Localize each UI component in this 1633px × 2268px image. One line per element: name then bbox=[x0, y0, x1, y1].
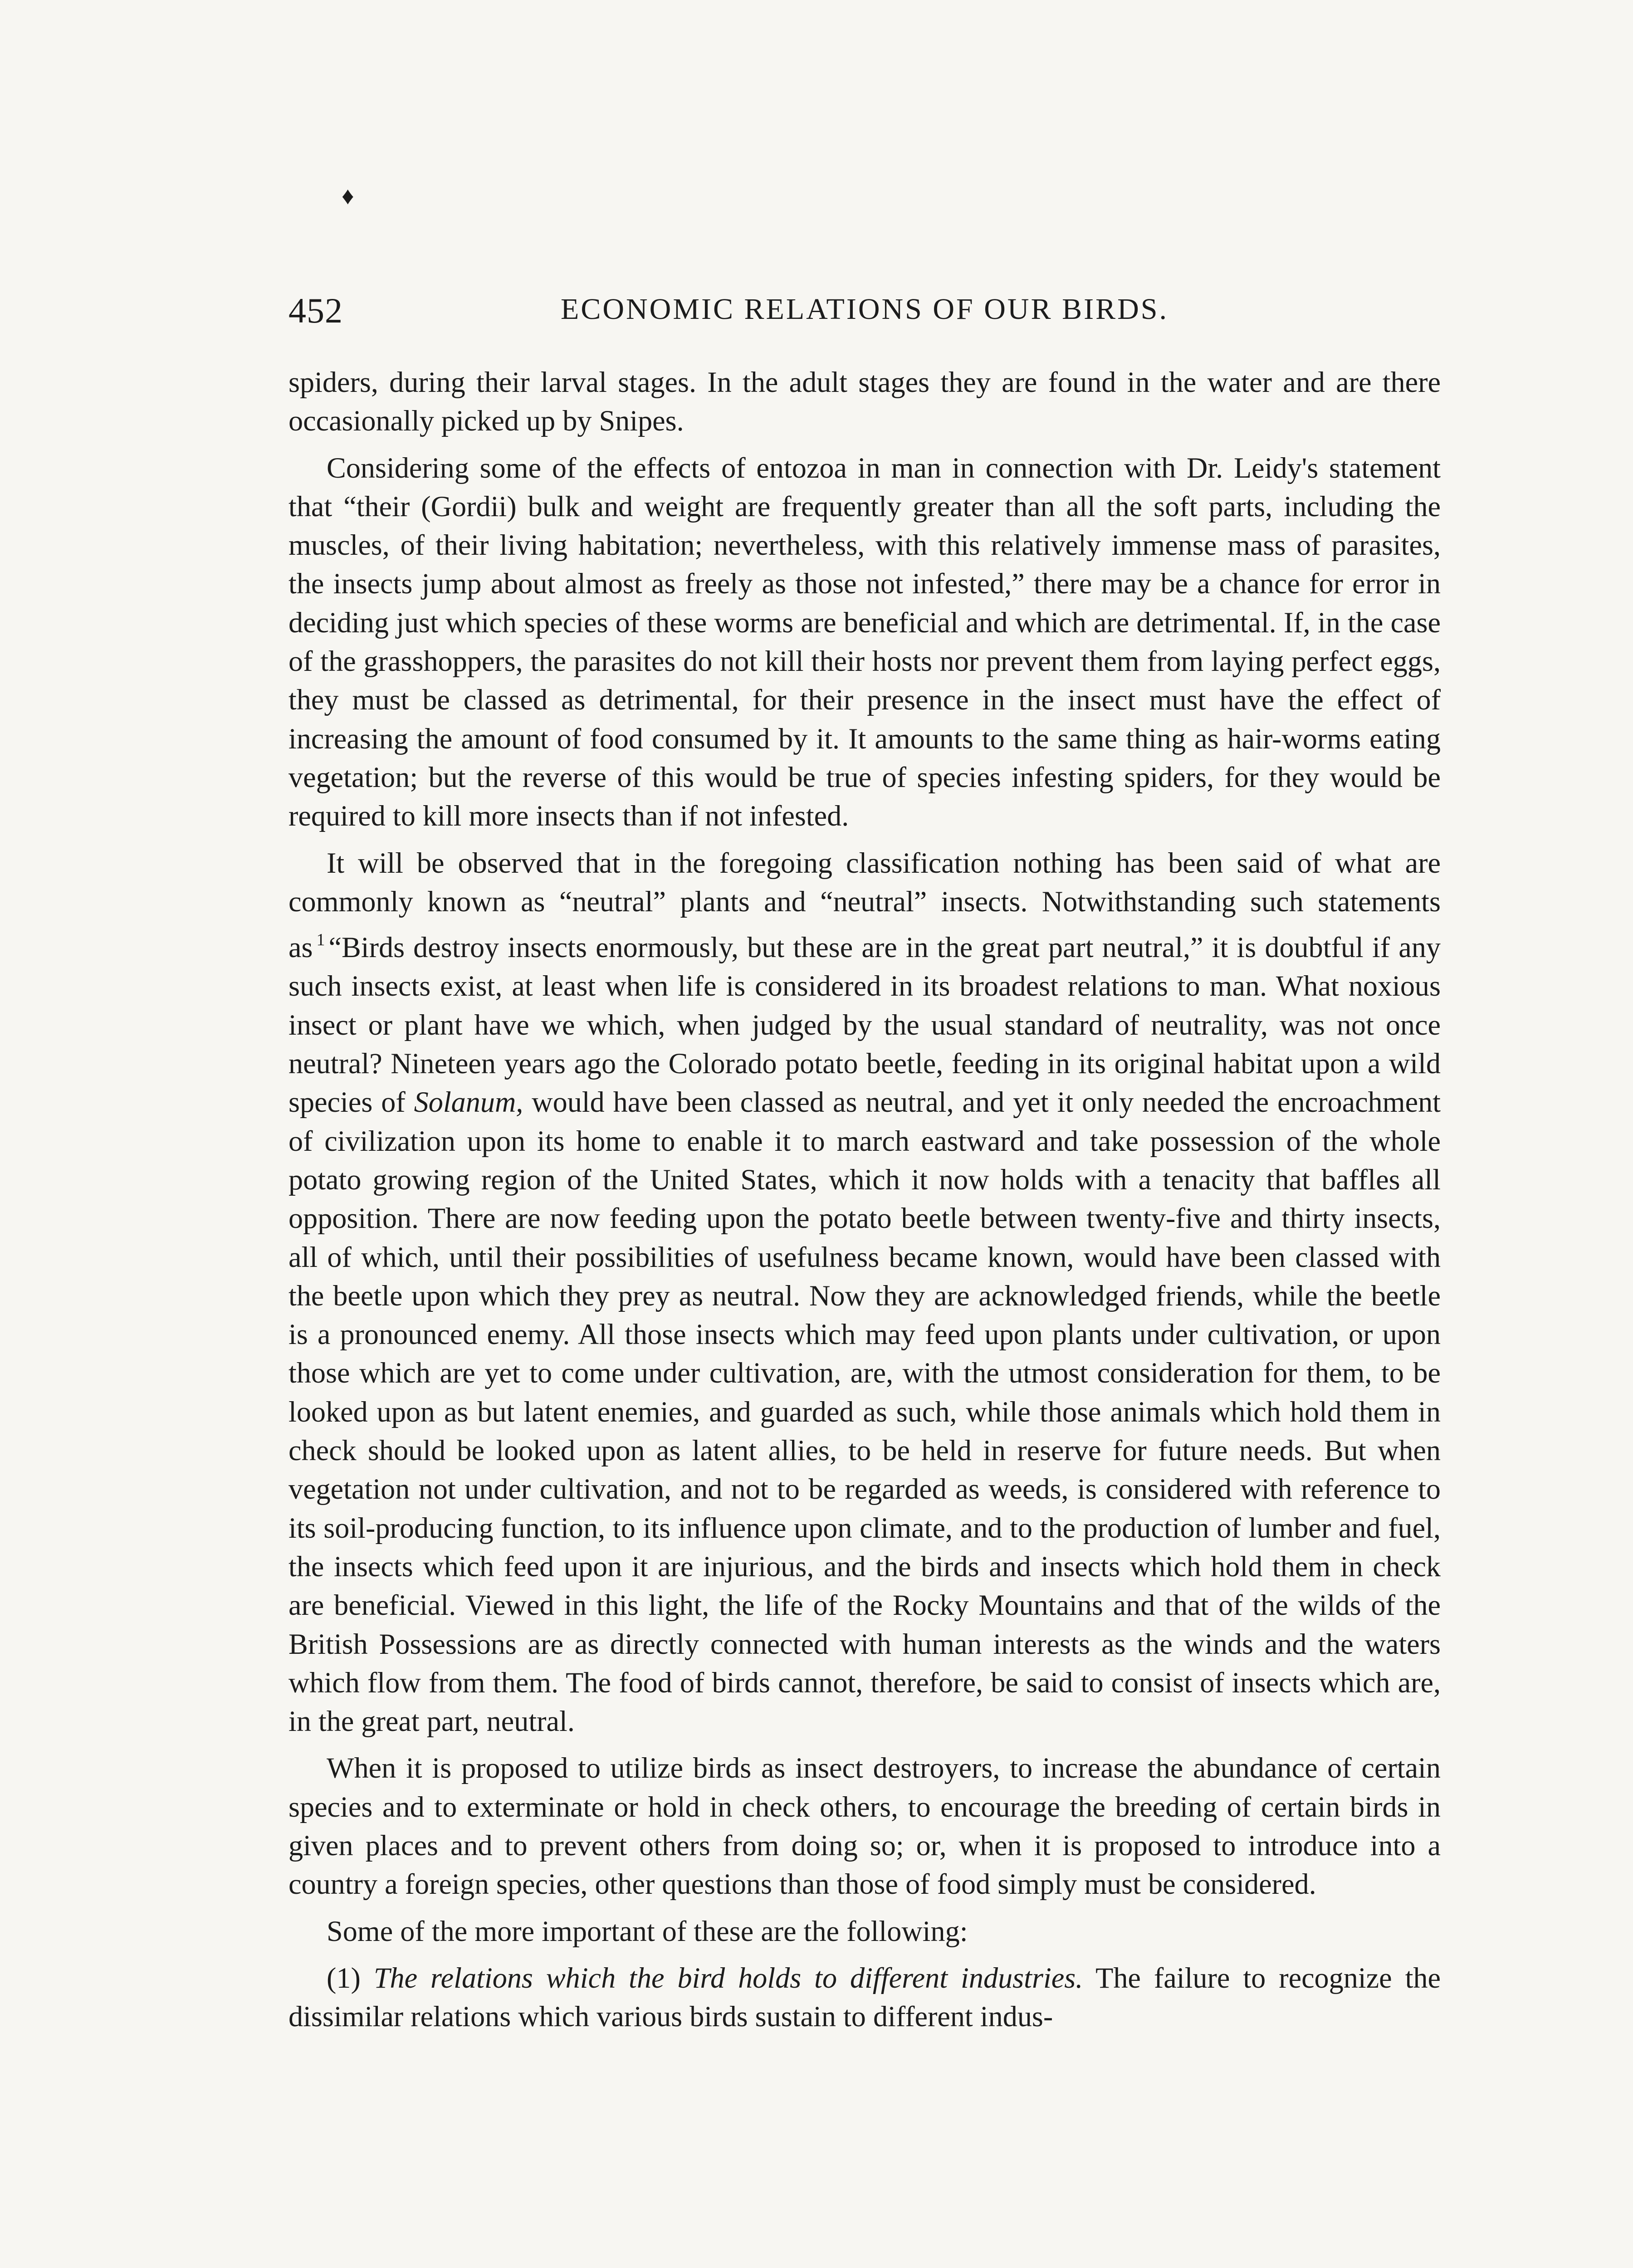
paragraph-6 bbox=[288, 1959, 1441, 2036]
paragraph-3-part-c: would have been classed as neutral, and yet it only needed the encroachment of civilization upon its home to enable it to march eastward and take possession of the whole potato growing region of the United States, which it now holds with a tenacity that baffles all opposition. There are now feeding upon the potato beetle between twenty-five and thirty insects, all of which, until their possibilities of usefulness became known, would have been classed with the beetle upon which they prey as neutral. Now they are acknowledged friends, while the beetle is a pronounced enemy. All those insects which may feed upon plants under cultivation, or upon those which are yet to come under cultivation, are, with the utmost consideration for them, to be looked upon as but latent enemies, and guarded as such, while those animals which hold them in check should be looked upon as latent allies, to be held in reserve for future needs. But when vegetation not under cultivation, and not to be regarded as weeds, is considered with reference to its soil-producing function, to its influence upon climate, and to the production of lumber and fuel, the insects which feed upon it are injurious, and the birds and insects which hold them in check are beneficial. Viewed in this light, the life of the Rocky Mountains and that of the wilds of the British Possessions are as directly connected with human interests as the winds and the waters which flow from them. The food of birds cannot, therefore, be said to consist of insects which are, in the great part, neutral. bbox=[288, 1086, 1441, 1738]
paragraph-2: Considering some of the effects of entozoa in man in connection with Dr. Leidy's statement that “their (Gordii) bulk and weight are frequently greater than all the soft parts, including the muscles, of their living habitation; nevertheless, with this relatively immense mass of parasites, the insects jump about almost as freely as those not infested,” there may be a chance for error in deciding just which species of these worms are beneficial and which are detrimental. If, in the case of the grasshoppers, the parasites do not kill their hosts nor prevent them from laying perfect eggs, they must be classed as detrimental, for their presence in the insect must have the effect of increasing the amount of food consumed by it. It amounts to the same thing as hair-worms eating vegetation; but the reverse of this would be true of species infesting spiders, for they would be required to kill more insects than if not infested. bbox=[288, 451, 1441, 832]
paragraph-3-part-b: “Birds destroy insects enormously, but these are in the great part neutral,” it is doubtful if any such insects exist, at least when life is considered in its broadest relations to man. What noxious insect or plant have we which, when judged by the usual standard of neutrality, was not once neutral? Nineteen years ago the Colorado potato beetle, feeding in its original habitat upon a wild species of bbox=[288, 931, 1441, 1119]
paragraph-4: When it is proposed to utilize birds as insect destroyers, to increase the abundance of certain species and to exterminate or hold in check others, to encourage the breeding of certain birds in given places and to prevent others from doing so; or, when it is proposed to introduce into a country a foreign species, other questions than those of food simply must be considered. bbox=[288, 1752, 1441, 1901]
list-number: (1) bbox=[327, 1961, 361, 1994]
paragraph-3 bbox=[288, 844, 1441, 1741]
paragraph-3-part-a: It will be observed that in the foregoing classification nothing has been said of what are commonly known as “neutral” plants and “neutral” insects. Notwithstanding such statements as bbox=[288, 846, 1441, 964]
paragraph-1: spiders, during their larval stages. In the adult stages they are found in the water and are there occasionally picked up by Snipes. bbox=[288, 366, 1441, 437]
footnote-reference: 1 bbox=[316, 930, 325, 950]
running-head: ECONOMIC RELATIONS OF OUR BIRDS. bbox=[561, 293, 1169, 326]
body-text bbox=[288, 363, 1441, 2044]
paragraph-6-text: The failure to recognize the dissimilar relations which various birds sustain to different indus- bbox=[288, 1961, 1441, 2033]
paragraph-5: Some of the more important of these are the following: bbox=[327, 1915, 968, 1947]
section-heading-italic: The relations which the bird holds to different industries. bbox=[373, 1961, 1083, 1994]
page-mark: ♦ bbox=[342, 182, 354, 210]
species-name-italic: Solanum, bbox=[414, 1086, 523, 1119]
page-number: 452 bbox=[288, 291, 343, 330]
page-header bbox=[288, 290, 1441, 331]
